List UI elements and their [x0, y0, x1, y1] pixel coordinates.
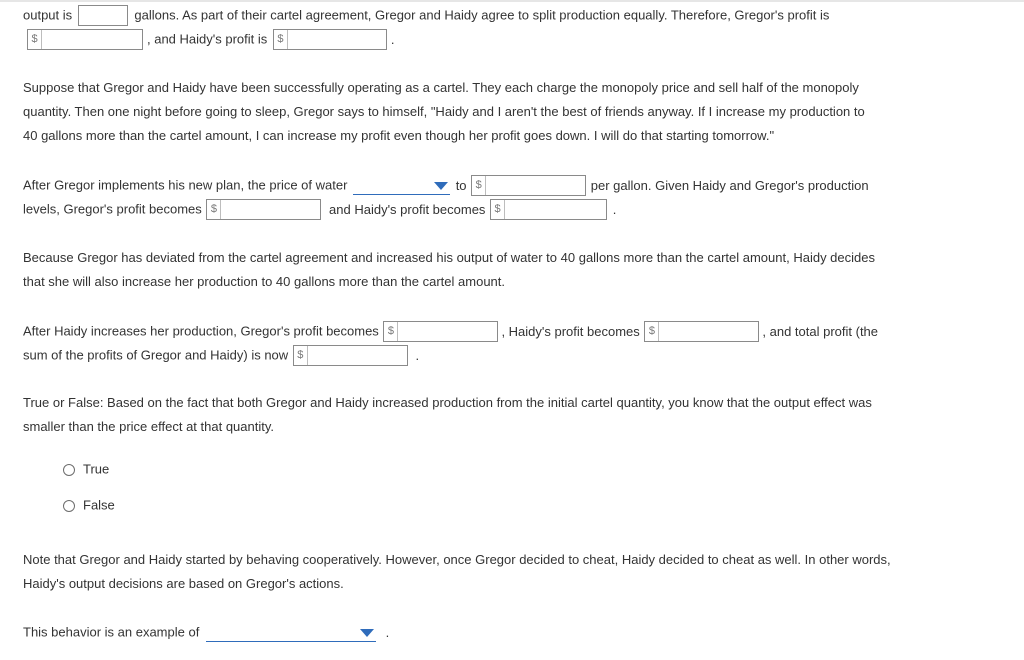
q1-period: . [390, 31, 395, 47]
paragraph-1-line-2: quantity. Then one night before going to sleep, Gregor says to himself, "Haidy and I aren't the best of friends anyway. If I increase my production to [23, 104, 865, 119]
q5-row [23, 620, 389, 644]
paragraph-3-line-2: Haidy's output decisions are based on Gregor's actions. [23, 576, 344, 591]
dollar-sign-icon: $ [384, 322, 398, 341]
q4-line-1: True or False: Based on the fact that both Gregor and Haidy increased production from the initial cartel quantity, you know that the output effect was [23, 395, 872, 410]
q3-row-2 [23, 343, 419, 367]
option-true-label: True [83, 461, 110, 477]
top-divider [0, 0, 1024, 2]
haidy-new-profit-input[interactable] [490, 199, 607, 220]
haidy-cartel-profit-input[interactable] [273, 29, 387, 50]
q2-to-text: to [455, 177, 467, 193]
price-change-dropdown[interactable] [353, 176, 450, 195]
behavior-type-dropdown[interactable] [206, 623, 376, 642]
q3-prefix-text: After Haidy increases her production, Gregor's profit becomes [23, 323, 379, 339]
gregor-cartel-profit-input[interactable] [27, 29, 143, 50]
output-quantity-input[interactable] [78, 5, 128, 26]
paragraph-2-line-1: Because Gregor has deviated from the cartel agreement and increased his output of water to 40 gallons more than the cartel amount, Haidy decides [23, 250, 875, 265]
radio-false[interactable] [63, 500, 75, 512]
q2-levels-text: levels, Gregor's profit becomes [23, 201, 202, 217]
radio-true[interactable] [63, 464, 75, 476]
paragraph-1-line-1: Suppose that Gregor and Haidy have been successfully operating as a cartel. They each charge the monopoly price and sell half of the monopoly [23, 80, 859, 95]
paragraph-3-line-1: Note that Gregor and Haidy started by behaving cooperatively. However, once Gregor decided to cheat, Haidy decided to cheat as well. In other words, [23, 552, 891, 567]
q1-output-is-text: output is [23, 7, 73, 23]
dollar-sign-icon: $ [207, 200, 221, 219]
option-true[interactable] [63, 459, 109, 479]
dollar-sign-icon: $ [274, 30, 288, 49]
q3-haidy-text: , Haidy's profit becomes [501, 323, 640, 339]
gregor-after-haidy-profit-input[interactable] [383, 321, 498, 342]
chevron-down-icon [434, 182, 448, 190]
q2-and-haidy-text: and Haidy's profit becomes [329, 201, 486, 217]
q3-row-1 [23, 319, 878, 343]
q4-line-2: smaller than the price effect at that quantity. [23, 419, 274, 434]
dollar-sign-icon: $ [294, 346, 308, 365]
paragraph-1-line-3: 40 gallons more than the cartel amount, I can increase my profit even though her profit goes down. I will do that starting tomorrow." [23, 128, 775, 143]
q2-prefix-text: After Gregor implements his new plan, the price of water [23, 177, 348, 193]
dollar-sign-icon: $ [491, 200, 505, 219]
q5-period: . [385, 624, 390, 640]
q1-gallons-text: gallons. As part of their cartel agreement, Gregor and Haidy agree to split production equally. Therefore, Gregor's profit is [134, 7, 830, 23]
gregor-new-profit-input[interactable] [206, 199, 321, 220]
q3-total-text: , and total profit (the [762, 323, 879, 339]
q1-row-2 [27, 27, 395, 51]
q1-and-haidy-text: , and Haidy's profit is [147, 31, 268, 47]
total-profit-input[interactable] [293, 345, 408, 366]
haidy-after-profit-input[interactable] [644, 321, 759, 342]
q3-period: . [415, 347, 420, 363]
q5-prefix-text: This behavior is an example of [23, 624, 200, 640]
dollar-sign-icon: $ [645, 322, 659, 341]
q1-row-1 [23, 3, 829, 27]
q2-row-1 [23, 173, 869, 197]
option-false-label: False [83, 497, 115, 513]
q2-row-2 [23, 197, 616, 221]
paragraph-2-line-2: that she will also increase her production to 40 gallons more than the cartel amount. [23, 274, 505, 289]
dollar-sign-icon: $ [28, 30, 42, 49]
new-price-input[interactable] [471, 175, 586, 196]
dollar-sign-icon: $ [472, 176, 486, 195]
q2-per-gallon-text: per gallon. Given Haidy and Gregor's production [590, 177, 869, 193]
q2-period: . [612, 201, 617, 217]
q3-sum-text: sum of the profits of Gregor and Haidy) is now [23, 347, 289, 363]
chevron-down-icon [360, 629, 374, 637]
option-false[interactable] [63, 495, 115, 515]
